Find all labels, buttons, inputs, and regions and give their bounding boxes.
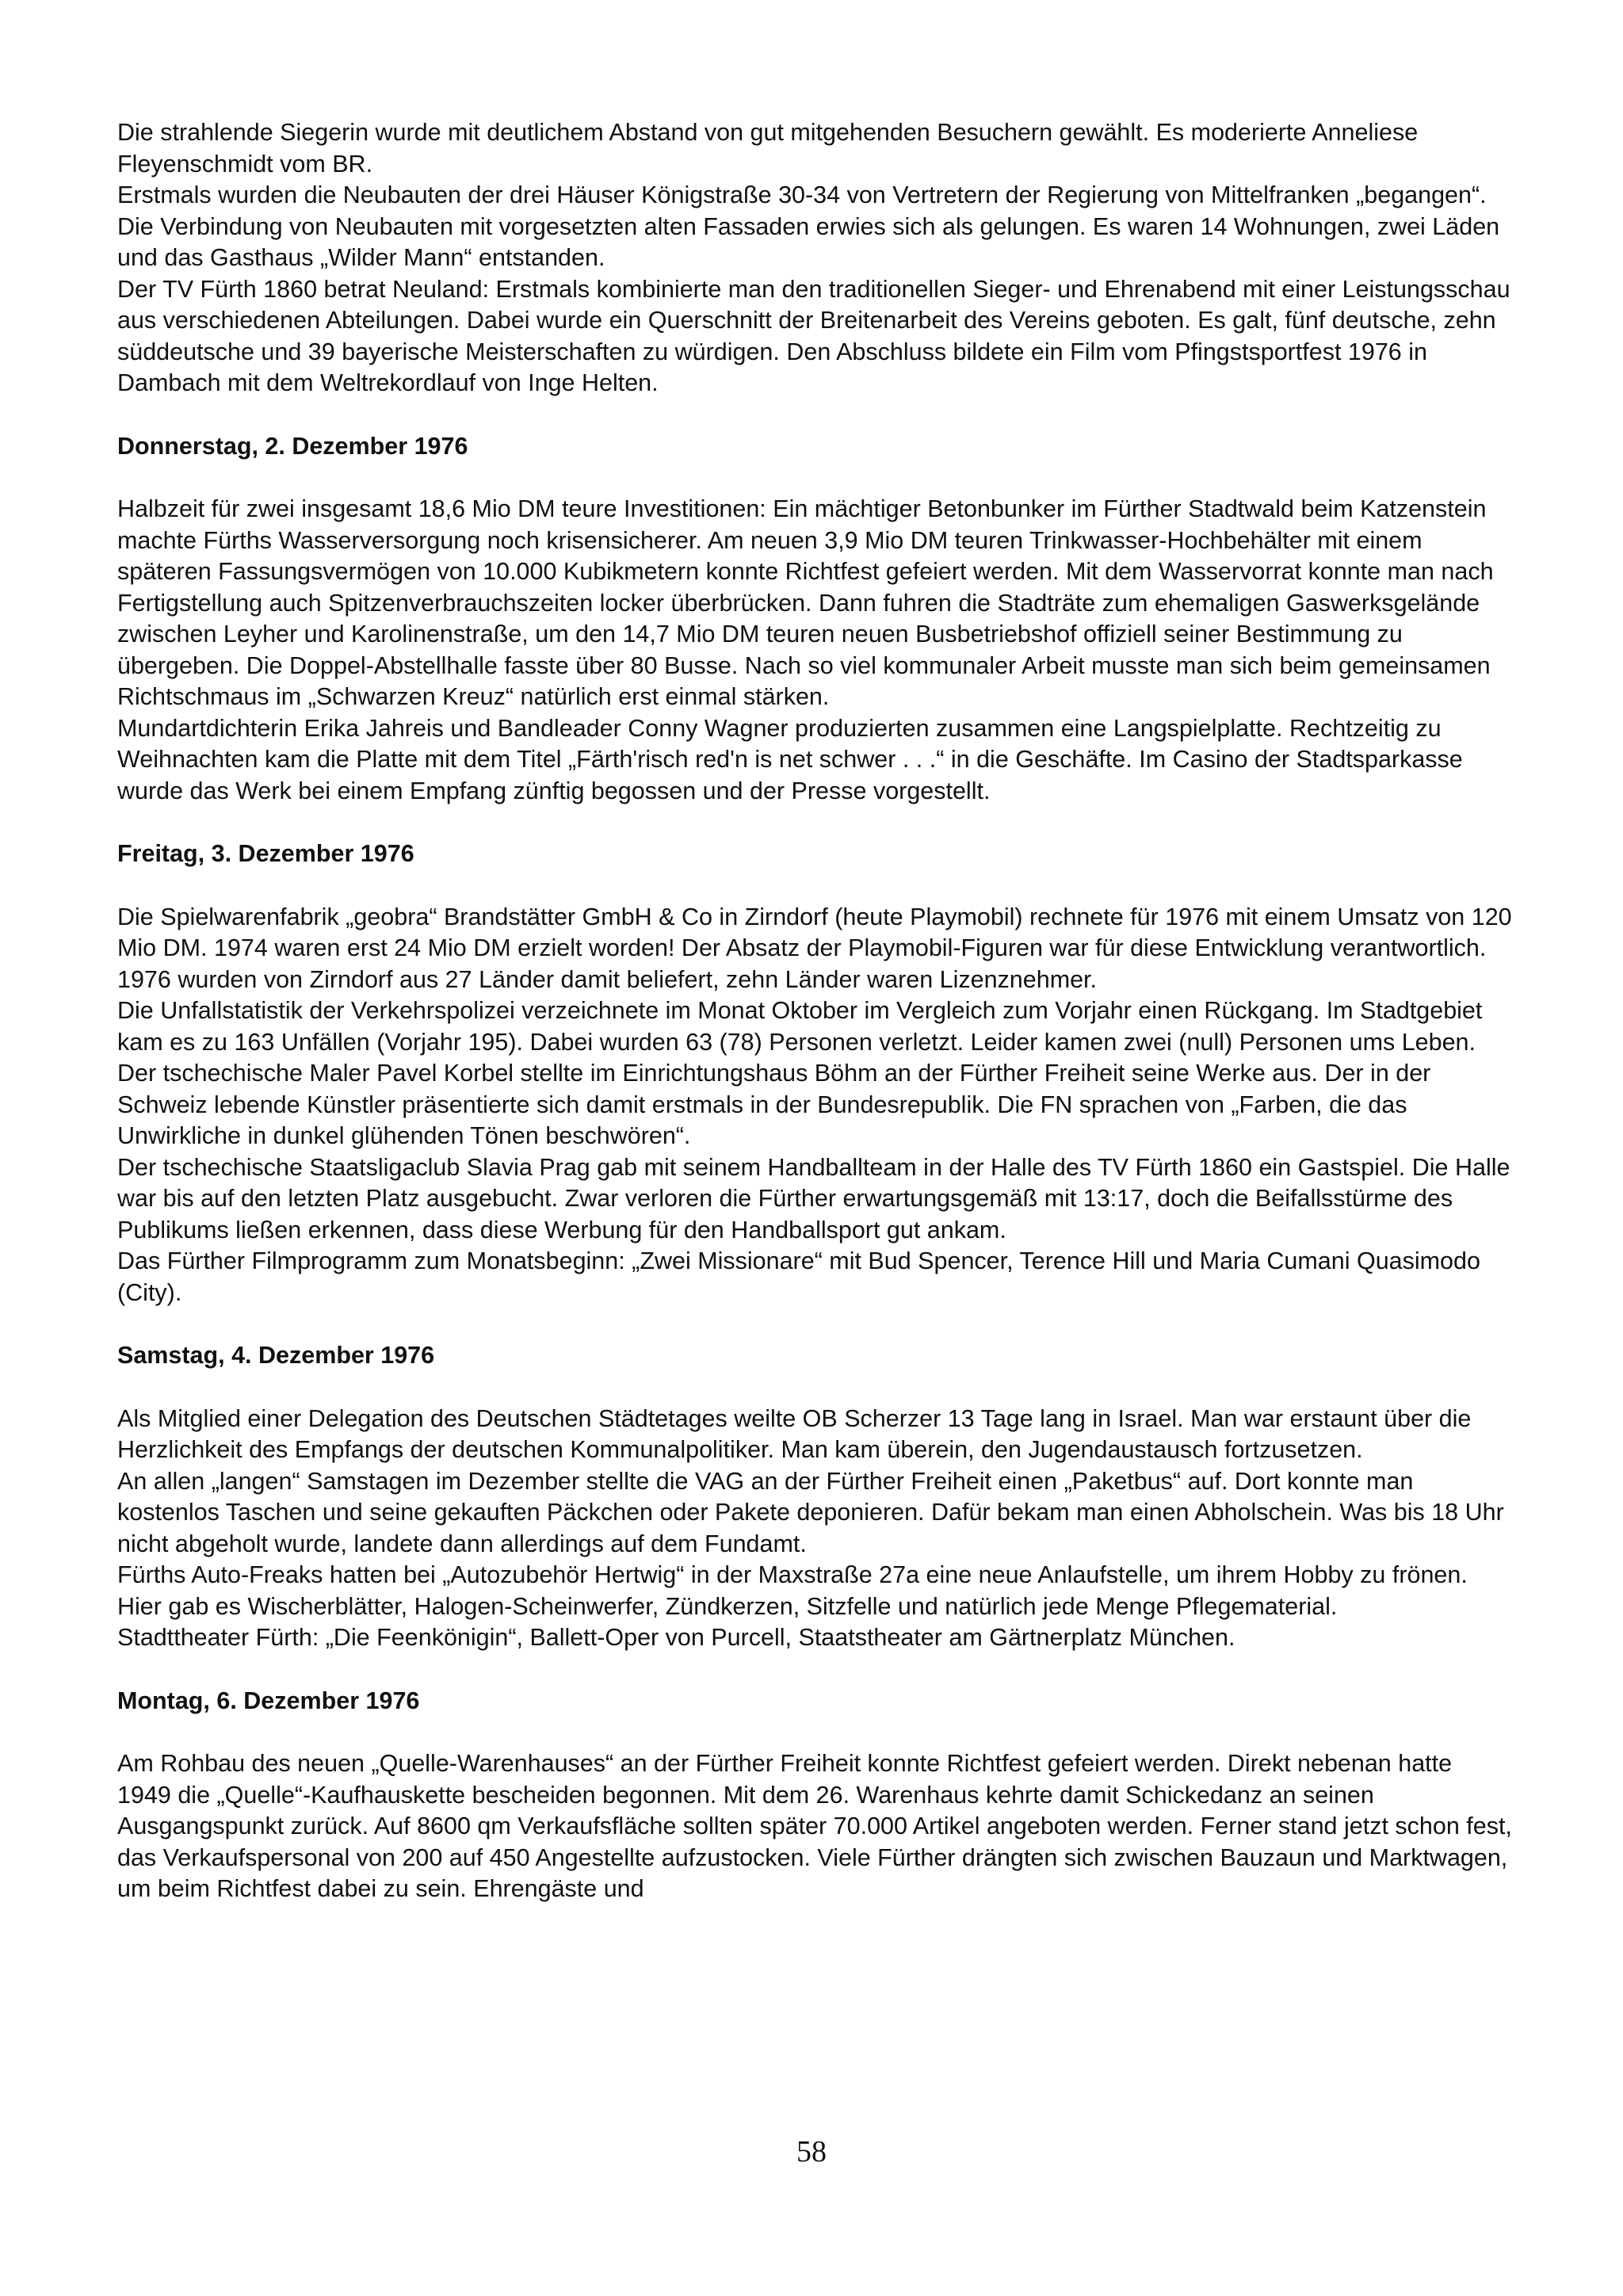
paragraph: An allen „langen“ Samstagen im Dezember stellte die VAG an der Fürther Freiheit einen „Paketbus“ auf. Dort konnte man kostenlos Taschen und seine gekauften Päckchen oder Pakete deponieren. Dafür bekam man einen Abholschein. Was bis 18 Uhr nicht abgeholt wurde, landete dann allerdings auf dem Fundamt. xyxy=(117,1467,1504,1557)
paragraph: Mundartdichterin Erika Jahreis und Bandleader Conny Wagner produzierten zusammen eine Langspielplatte. Rechtzeitig zu Weihnachten kam die Platte mit dem Titel „Färth'risch red'n is net schwer . . .“ in die Geschäfte. Im Casino der Stadtsparkasse wurde das Werk bei einem Empfang zünftig begossen und der Presse vorgestellt. xyxy=(117,714,1463,804)
paragraph: Stadttheater Fürth: „Die Feenkönigin“, Ballett-Oper von Purcell, Staatstheater am Gärtnerplatz München. xyxy=(117,1624,1235,1651)
paragraph: Der tschechische Maler Pavel Korbel stellte im Einrichtungshaus Böhm an der Fürther Freiheit seine Werke aus. Der in der Schweiz lebende Künstler präsentierte sich damit erstmals in der Bundesrepublik. Die FN sprachen von „Farben, die das Unwirkliche in dunkel glühenden Tönen beschwören“. xyxy=(117,1060,1431,1149)
section-body-donnerstag xyxy=(117,494,1512,807)
paragraph: Als Mitglied einer Delegation des Deutschen Städtetages weilte OB Scherzer 13 Tage lang in Israel. Man war erstaunt über die Herzlichkeit des Empfangs der deutschen Kommunalpolitiker. Man kam überein, den Jugendaustausch fortzusetzen. xyxy=(117,1404,1472,1463)
section-body-samstag xyxy=(117,1404,1512,1654)
paragraph: Die Unfallstatistik der Verkehrspolizei verzeichnete im Monat Oktober im Vergleich zum Vorjahr einen Rückgang. Im Stadtgebiet kam es zu 163 Unfällen (Vorjahr 195). Dabei wurden 63 (78) Personen verletzt. Leider kamen zwei (null) Personen ums Leben. xyxy=(117,997,1483,1056)
section-heading-samstag: Samstag, 4. Dezember 1976 xyxy=(117,1342,435,1369)
paragraph: Halbzeit für zwei insgesamt 18,6 Mio DM teure Investitionen: Ein mächtiger Betonbunker im Fürther Stadtwald beim Katzenstein machte Fürths Wasserversorgung noch krisensicherer. Am neuen 3,9 Mio DM teuren Trinkwasser-Hochbehälter mit einem späteren Fassungsvermögen von 10.000 Kubikmetern konnte Richtfest gefeiert werden. Mit dem Wasservorrat konnte man nach Fertigstellung auch Spitzenverbrauchszeiten locker überbrücken. Dann fuhren die Stadträte zum ehemaligen Gaswerksgelände zwischen Leyher und Karolinenstraße, um den 14,7 Mio DM teuren neuen Busbetriebshof offiziell seiner Bestimmung zu übergeben. Die Doppel-Abstellhalle fasste über 80 Busse. Nach so viel kommunaler Arbeit musste man sich beim gemeinsamen Richtschmaus im „Schwarzen Kreuz“ natürlich erst einmal stärken. xyxy=(117,495,1494,710)
intro-paragraph-2: Erstmals wurden die Neubauten der drei Häuser Königstraße 30-34 von Vertretern der Regierung von Mittelfranken „begangen“. Die Verbindung von Neubauten mit vorgesetzten alten Fassaden erwies sich als gelungen. Es waren 14 Wohnungen, zwei Läden und das Gasthaus „Wilder Mann“ entstanden. xyxy=(117,181,1500,271)
document-page xyxy=(117,117,1512,1905)
paragraph: Die Spielwarenfabrik „geobra“ Brandstätter GmbH & Co in Zirndorf (heute Playmobil) rechnete für 1976 mit einem Umsatz von 120 Mio DM. 1974 waren erst 24 Mio DM erzielt worden! Der Absatz der Playmobil-Figuren war für diese Entwicklung verantwortlich. 1976 wurden von Zirndorf aus 27 Länder damit beliefert, zehn Länder waren Lizenznehmer. xyxy=(117,903,1512,993)
intro-paragraph-1: Die strahlende Siegerin wurde mit deutlichem Abstand von gut mitgehenden Besuchern gewählt. Es moderierte Anneliese Fleyenschmidt vom BR. xyxy=(117,119,1419,178)
section-heading-freitag: Freitag, 3. Dezember 1976 xyxy=(117,840,414,867)
paragraph: Am Rohbau des neuen „Quelle-Warenhauses“ an der Fürther Freiheit konnte Richtfest gefeiert werden. Direkt nebenan hatte 1949 die „Quelle“-Kaufhauskette bescheiden begonnen. Mit dem 26. Warenhaus kehrte damit Schickedanz an seinen Ausgangspunkt zurück. Auf 8600 qm Verkaufsfläche sollten später 70.000 Artikel angeboten werden. Ferner stand jetzt schon fest, das Verkaufspersonal von 200 auf 450 Angestellte aufzustocken. Viele Fürther drängten sich zwischen Bauzaun und Marktwagen, um beim Richtfest dabei zu sein. Ehrengäste und xyxy=(117,1750,1512,1902)
section-body-freitag xyxy=(117,902,1512,1309)
section-body-montag xyxy=(117,1748,1512,1905)
intro-paragraph-3: Der TV Fürth 1860 betrat Neuland: Erstmals kombinierte man den traditionellen Sieger- und Ehrenabend mit einer Leistungsschau aus verschiedenen Abteilungen. Dabei wurde ein Querschnitt der Breitenarbeit des Vereins geboten. Es galt, fünf deutsche, zehn süddeutsche und 39 bayerische Meisterschaften zu würdigen. Den Abschluss bildete ein Film vom Pfingstsportfest 1976 in Dambach mit dem Weltrekordlauf von Inge Helten. xyxy=(117,275,1510,396)
paragraph: Das Fürther Filmprogramm zum Monatsbeginn: „Zwei Missionare“ mit Bud Spencer, Terence Hill und Maria Cumani Quasimodo (City). xyxy=(117,1247,1480,1306)
section-heading-donnerstag: Donnerstag, 2. Dezember 1976 xyxy=(117,432,468,460)
page-number: 58 xyxy=(796,2135,827,2168)
paragraph: Fürths Auto-Freaks hatten bei „Autozubehör Hertwig“ in der Maxstraße 27a eine neue Anlaufstelle, um ihrem Hobby zu frönen. Hier gab es Wischerblätter, Halogen-Scheinwerfer, Zündkerzen, Sitzfelle und natürlich jede Menge Pflegematerial. xyxy=(117,1561,1468,1620)
paragraph: Der tschechische Staatsligaclub Slavia Prag gab mit seinem Handballteam in der Halle des TV Fürth 1860 ein Gastspiel. Die Halle war bis auf den letzten Platz ausgebucht. Zwar verloren die Fürther erwartungsgemäß mit 13:17, doch die Beifallsstürme des Publikums ließen erkennen, dass diese Werbung für den Handballsport gut ankam. xyxy=(117,1153,1510,1244)
section-heading-montag: Montag, 6. Dezember 1976 xyxy=(117,1687,420,1714)
intro-block xyxy=(117,117,1512,399)
